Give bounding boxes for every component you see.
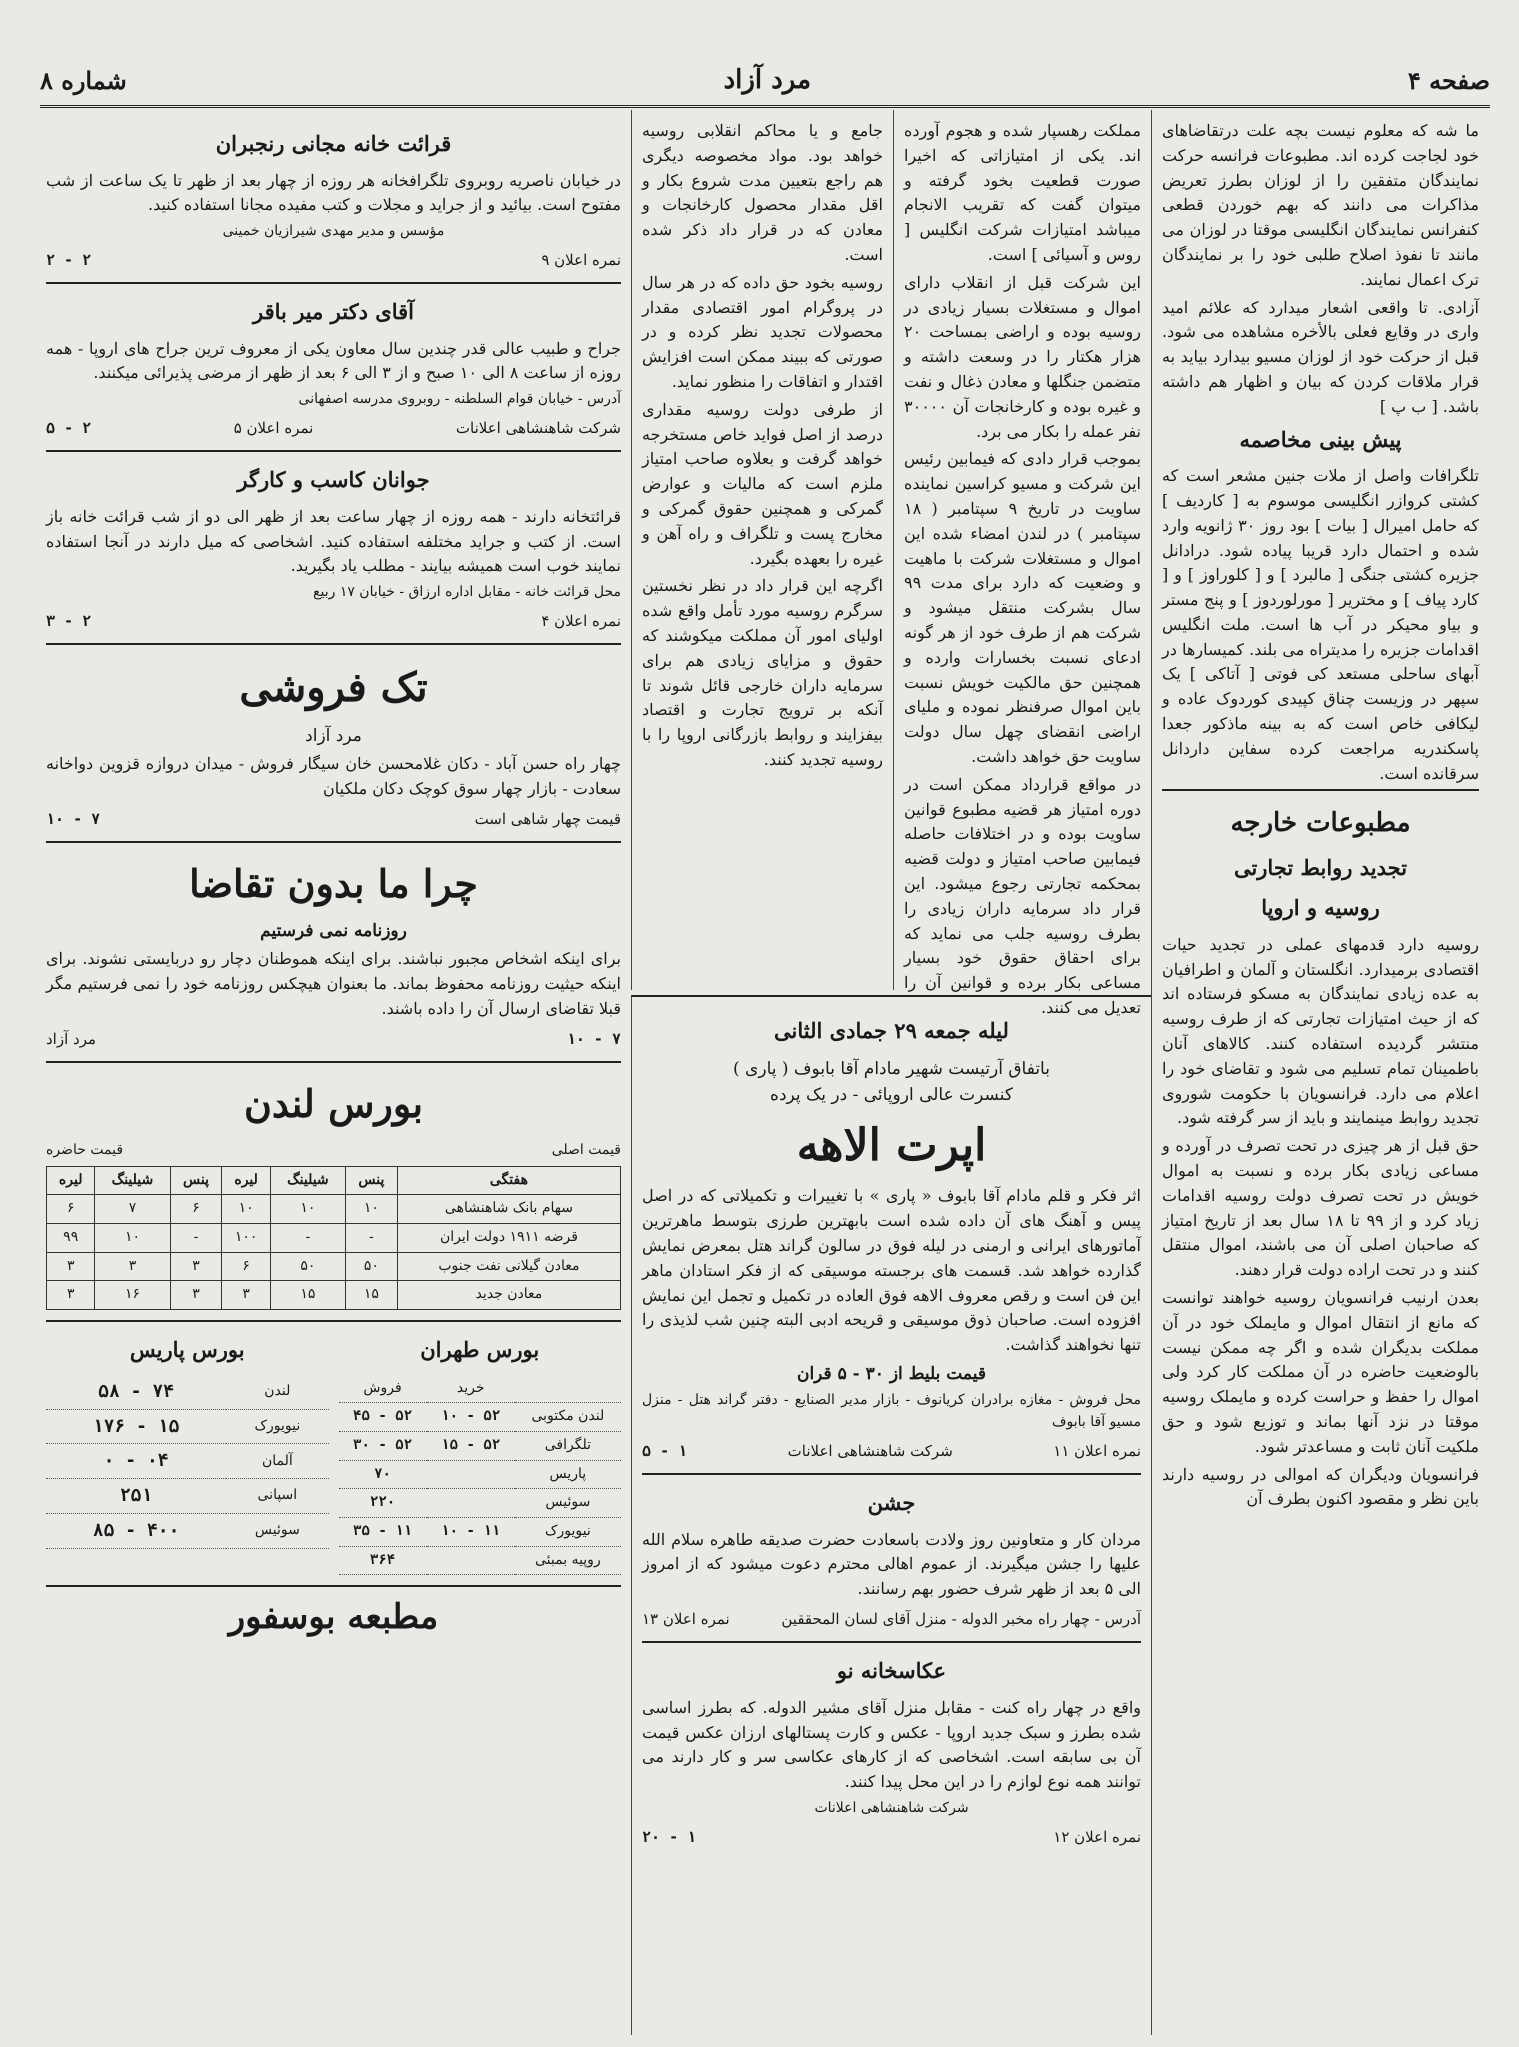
- doctor-address: آدرس - خیابان قوام السلطنه - روبروی مدرسه اصفهانی: [298, 391, 621, 408]
- table-cell: ۷۰: [339, 1460, 427, 1489]
- concession-paragraph-4: در مواقع قرارداد ممکن است در دوره امتیاز هر قضیه مطبوع قوانین ساویت بوده و در اختلافات حاصله فیمابین صاحب امتیاز و دولت قضیه بمحکمه تجارتی رجوع میشود. این قرار داد سرمایه داران زیادی را بطرف روسیه جلب می نماید که برای احقاق حقوق خود بسیار مساعی بکار برده و قوانین آن را تعدیل می کنند.: [904, 774, 1141, 1017]
- concert-date: لیله جمعه ۲۹ جمادی الثانی: [774, 1018, 1009, 1043]
- table-cell: نیویورک: [515, 1518, 621, 1547]
- reading-room-code: ۲ - ۲: [46, 250, 92, 269]
- table-row: [339, 1518, 622, 1547]
- photo-studio-ad: [642, 1643, 1141, 1859]
- table-cell: ۵۲ - ۱۰: [427, 1403, 515, 1432]
- table-row: [46, 1375, 329, 1409]
- table-cell: قرضه ۱۹۱۱ دولت ایران: [397, 1224, 620, 1253]
- table-cell: [427, 1489, 515, 1518]
- table-cell: معادن جدید: [397, 1281, 620, 1310]
- table-cell: ۵۲ - ۴۵: [339, 1403, 427, 1432]
- single-sale-title: تک فروشی: [239, 664, 428, 712]
- table-cell: ۱۱ - ۳۵: [339, 1518, 427, 1547]
- doctor-ad-number: نمره اعلان ۵: [233, 418, 314, 437]
- why-title: چرا ما بدون تقاضا: [189, 861, 478, 907]
- youth-title: جوانان کاسب و کارگر: [237, 467, 430, 493]
- why-code: ۷ - ۱۰: [566, 1029, 621, 1048]
- concert-company: شرکت شاهنشاهی اعلانات: [787, 1441, 953, 1460]
- concert-type: کنسرت عالی اروپائی - در یک پرده: [770, 1084, 1013, 1105]
- youth-code: ۲ - ۳: [46, 611, 92, 630]
- column-1: [1151, 110, 1489, 2035]
- table-cell: ۰۴ - ۰: [46, 1444, 226, 1479]
- ticket-price: قیمت بلیط از ۳۰ - ۵ قران: [796, 1364, 987, 1384]
- table-cell: ۱۰: [222, 1195, 270, 1224]
- column-2: [893, 110, 1151, 1017]
- russia-paragraph-4: فرانسویان ودیگران که اموالی در روسیه دارند باین نظر و مقصود اکنون بطرف آن: [1162, 1464, 1479, 1509]
- single-sale-code: ۷ - ۱۰: [46, 809, 101, 828]
- doctor-body: جراح و طبیب عالی قدر چندین سال معاون یکی از معروف ترین جراح های اروپا - همه روزه از ساعت ۸ الی ۱۰ صبح و از ۳ الی ۶ بعد از ظهر از مرضی پذیرائی میکنند.: [46, 338, 621, 383]
- table-cell: ۱۰: [345, 1195, 397, 1224]
- column-4-ads: [36, 110, 631, 2035]
- table-cell: ۳: [170, 1281, 222, 1310]
- table-row: [339, 1403, 622, 1432]
- tehran-bourse-table: [339, 1375, 622, 1576]
- photo-studio-ad-number: نمره اعلان ۱۲: [1053, 1827, 1141, 1846]
- table-cell: تلگرافی: [515, 1432, 621, 1461]
- youth-body: قرائتخانه دارند - همه روزه از چهار ساعت بعد از ظهر الی دو از شب قرائت خانه باز است. از کتب و جراید مختلفه استفاده کنید. اشخاصی که میل دارند در آنجا استفاده نمایند خوب است همیشه بیایند - مطلب یاد بگیرید.: [46, 506, 621, 576]
- printer-name: مطبعه بوسفور: [228, 1597, 439, 1638]
- table-row: [46, 1514, 329, 1549]
- reading-room-sign: مؤسس و مدیر مهدی شیرازیان خمینی: [222, 223, 445, 240]
- buy-label: خرید: [427, 1375, 515, 1403]
- foreign-press-heading: مطبوعات خارجه: [1230, 808, 1411, 839]
- table-cell: ۱۰: [95, 1224, 170, 1253]
- table-cell: ۲۲۰: [339, 1489, 427, 1518]
- middle-ads-block: [631, 995, 1151, 2035]
- table-cell: ۶: [47, 1195, 95, 1224]
- table-cell: ۳: [47, 1252, 95, 1281]
- russia-paragraph-3: بعدن ارنیب فرانسویان روسیه خواهند توانست که مانع از انتقال اموال و مایملک خود در آن مملکت بدیگران شده و اگر چه ممکن نیست بالوضعیت حاضره در آن مملکت کار کرد ولی اموال را حفظ و حراست کرده و مایملک روسیه موقتا در نزد آنها بماند و توزیع شود و حق ملکیت آنان ثابت و مساعدتر شود.: [1162, 1288, 1479, 1456]
- table-row: [339, 1546, 622, 1575]
- celebration-ad-number: نمره اعلان ۱۳: [642, 1609, 730, 1628]
- russia-paragraph-2: حق قبل از هر چیزی در تحت تصرف در آورده و مساعی زیادی بکار برده و نسبت به اموال خویش در تحت تصرف دولت روسیه اقدامات زیاد کرد و از ۹۹ تا ۱۸ سال بعد از تاریخ امتیاز که صاحبان اصلی آن می باشند، اموال منتقل کنند و در تحت اراده دولت قرار دهند.: [1162, 1136, 1479, 1280]
- concession-paragraph-1: مملکت رهسپار شده و هجوم آورده اند. یکی از امتیازاتی که اخیرا صورت قطعیت بخود گرفته و میتوان گفت که تقریب الانجام میباشد امتیازات شرکت انگلیس [ روس و آسیائی ] است.: [904, 121, 1141, 264]
- doctor-title: آقای دکتر میر باقر: [253, 299, 414, 325]
- doctor-code: ۲ - ۵: [46, 418, 92, 437]
- youth-address: محل قرائت خانه - مقابل اداره ارزاق - خیابان ۱۷ ربیع: [313, 584, 621, 601]
- masthead: [40, 55, 1490, 108]
- table-cell: -: [170, 1224, 222, 1253]
- exchange-rates: [46, 1322, 621, 1587]
- table-cell: سهام بانک شاهنشاهی: [397, 1195, 620, 1224]
- table-row: [46, 1479, 329, 1514]
- table-cell: ۳۶۴: [339, 1546, 427, 1575]
- sale-locations: محل فروش - مغازه برادران کریانوف - بازار مدیر الصنایع - دفتر گراند هتل - منزل مسیو آقا بابوف: [642, 1392, 1141, 1431]
- table-header: شیلینگ: [95, 1166, 170, 1195]
- doctor-company: شرکت شاهنشاهی اعلانات: [455, 418, 621, 437]
- table-cell: ۵۲ - ۳۰: [339, 1432, 427, 1461]
- table-cell: لندن: [226, 1375, 328, 1409]
- table-header: هفتگی: [397, 1166, 620, 1195]
- table-cell: ۱۰: [270, 1195, 345, 1224]
- table-cell: ۵۲ - ۱۵: [427, 1432, 515, 1461]
- why-sub: روزنامه نمی فرستیم: [260, 921, 407, 942]
- single-sale-price: قیمت چهار شاهی است: [474, 809, 621, 828]
- war-forecast-heading: پیش بینی مخاصمه: [1239, 426, 1402, 452]
- tehran-bourse-title: بورس طهران: [420, 1337, 540, 1363]
- intro-paragraph-1: ما شه که معلوم نیست بچه علت درتقاضاهای خود لجاجت کرده اند. مطبوعات فرانسه حرکت نمایندگان متفقین را از لوزان بطرز تعریض مذاکرات می دانند که بهم خوردن قطعی کنفرانس نمایندگان انگلیسی موقتا در لوزان می مانند تا نفوذ اصلاح طلبی خود را بر نمایندگان ترک اعمال نمایند.: [1162, 121, 1479, 289]
- contract-paragraph-3: از طرفی دولت روسیه مقداری درصد از اصل فواید خاص مستخرجه خواهد گرفت و بعلاوه صاحب امتیاز ملزم است که مالیات و عوارض گمرکی و همچنین حقوق گمرکی و مخارج پست و تلگراف و راه آهن و غیره را بعهده بگیرد.: [642, 399, 883, 568]
- table-cell: نیویورک: [226, 1409, 328, 1444]
- concession-paragraph-2: این شرکت قبل از انقلاب دارای اموال و مستغلات بسیار زیادی در روسیه بوده و اراضی بمساحت ۲۰ هزار هکتار را در وسعت داشته و متضمن جنگلها و معادن ذغال و نفت و غیره بوده و کارخانجات آن ۳۰۰۰۰ نفر عمله را بکار می برد.: [904, 272, 1141, 441]
- youth-ad-number: نمره اعلان ۴: [541, 611, 621, 630]
- reading-room-ad: [46, 116, 621, 284]
- london-bourse-title: بورس لندن: [243, 1081, 424, 1127]
- table-row: [47, 1224, 621, 1253]
- table-cell: ۳: [170, 1252, 222, 1281]
- table-cell: ۴۰۰ - ۸۵: [46, 1514, 226, 1549]
- table-cell: ۲۵۱: [46, 1479, 226, 1514]
- reading-room-ad-number: نمره اعلان ۹: [541, 250, 621, 269]
- operetta-title: اپرت الاهه: [796, 1120, 987, 1172]
- table-cell: [427, 1460, 515, 1489]
- sell-label: فروش: [339, 1375, 427, 1403]
- table-cell: ۳: [95, 1252, 170, 1281]
- table-cell: لندن مکتوبی: [515, 1403, 621, 1432]
- table-cell: ۹۹: [47, 1224, 95, 1253]
- table-cell: ۳: [47, 1281, 95, 1310]
- table-cell: اسپانی: [226, 1479, 328, 1514]
- trade-relations-heading: تجدید روابط تجارتی: [1233, 854, 1408, 880]
- celebration-ad: [642, 1475, 1141, 1643]
- concert-ad-number: نمره اعلان ۱۱: [1053, 1441, 1141, 1460]
- table-cell: ۵۰: [345, 1252, 397, 1281]
- war-forecast-body: تلگرافات واصل از ملات جنین مشعر است که کشتی کروازر انگلیسی موسوم به [ کاردیف ] که حامل امیرال [ بیات ] بود روز ۳۰ ژانویه وارد شده و احتمال دارد قریبا پیاده شود. درادانل جزیره کشتی جنگی [ مالبرد ] و [ کلوراوز ] و [ کارد پیاف ] و مختریر [ مورلوردوز ] و پنج مستر و بیاو محیکر در آب ها است. ملت انگلیس اقدامات جزیره را مدیتراه می بلند. کمیسارها در آبهای ساحلی مستعد کی فوتی [ آتاکی ] یک سپهر در وزیست چناق کپیدی کوردوک عاده و لیکافی خاص است که به بینه ماذکور جعدا پاسکندریه مراجعت کرده سفاین داردانل سرقانده است.: [1162, 466, 1479, 783]
- concert-ad: [642, 1003, 1141, 1475]
- newspaper-title: مرد آزاد: [723, 65, 812, 95]
- table-cell: پاریس: [515, 1460, 621, 1489]
- photo-studio-code: ۱ - ۲۰: [642, 1827, 697, 1846]
- celebration-body: مردان کار و متعاونین روز ولادت باسعادت حضرت صدیقه طاهره سلام الله علیها را جشن میگیرند. از عموم اهالی محترم دعوت میشود که از امروز الی ۵ بعد از ظهر شرف حضور بهم رسانند.: [642, 1529, 1141, 1599]
- table-cell: ۱۶: [95, 1281, 170, 1310]
- table-cell: ۶: [170, 1195, 222, 1224]
- table-cell: ۱۰۰: [222, 1224, 270, 1253]
- doctor-ad: [46, 284, 621, 452]
- photo-studio-company: شرکت شاهنشاهی اعلانات: [814, 1799, 969, 1816]
- table-cell: ۱۱ - ۱۰: [427, 1518, 515, 1547]
- current-price-label: قیمت حاضره: [46, 1141, 124, 1158]
- single-sale-sub: مرد آزاد: [305, 726, 362, 747]
- page-label: صفحه ۴: [1407, 65, 1490, 95]
- intro-paragraph-2: آزادی. تا واقعی اشعار میدارد که علائم امید واری در وقایع فعلی بالأخره مشاهده می شود. قبل از حرکت خود از لوزان مسیو بیدارد بیاید به قرار ملاقات کردن که بیان و اظهار هم داشته باشد. [ ب پ ]: [1162, 297, 1479, 416]
- table-row: [47, 1195, 621, 1224]
- table-row: [47, 1252, 621, 1281]
- table-cell: سوئیس: [515, 1489, 621, 1518]
- table-row: [339, 1375, 622, 1403]
- table-cell: ۳: [222, 1281, 270, 1310]
- tehran-bourse: [339, 1330, 622, 1575]
- photo-studio-title: عکاسخانه نو: [836, 1658, 947, 1684]
- single-sale-ad: [46, 645, 621, 843]
- table-header: پنس: [170, 1166, 222, 1195]
- table-row: [339, 1432, 622, 1461]
- concert-host: باتفاق آرتیست شهیر مادام آقا بابوف ( پاری ): [733, 1058, 1050, 1079]
- table-header: لیره: [47, 1166, 95, 1195]
- table-row: [339, 1489, 622, 1518]
- table-row: [46, 1409, 329, 1444]
- table-cell: -: [345, 1224, 397, 1253]
- photo-studio-body: واقع در چهار راه کنت - مقابل منزل آقای مشیر الدوله. که بطرز اساسی شده بطرز و سبک جدید اروپا - عکس و کارت پستالهای ارزان عکس قیمت آن بی سابقه است. اشخاصی که از کارهای عکاسی سر و کار دارند می توانند همه نوع لوازم را در این محل پیدا کنند.: [642, 1697, 1141, 1792]
- table-cell: ۱۵: [270, 1281, 345, 1310]
- table-cell: ۱۵: [345, 1281, 397, 1310]
- why-sign: مرد آزاد: [46, 1029, 97, 1048]
- table-cell: ۶: [222, 1252, 270, 1281]
- table-cell: روپیه بمبئی: [515, 1546, 621, 1575]
- contract-paragraph-1: جامع و یا محاکم انقلابی روسیه خواهد بود. مواد مخصوصه دیگری هم راجع بتعیین مدت شروع بکار و اقل مقدار محصول کارخانجات و معادن که در قرار داد ذکر شده است.: [642, 121, 883, 264]
- contract-paragraph-4: اگرچه این قرار داد در نظر نخستین سرگرم روسیه مورد تأمل واقع شده اولیای امور آن مملکت میکوشند که حقوق و مزایای زیادی هم برای سرمایه داران خارجی قائل شوند تا آنکه بر ترویج تجارت و اقتصاد بیفزایند و روابط بازرگانی اروپا را با روسیه تجدید کنند.: [642, 576, 883, 769]
- concert-code: ۱ - ۵: [642, 1441, 688, 1460]
- why-body: برای اینکه اشخاص مجبور نباشند. برای اینکه هموطنان دچار رو دربایستی نشوند. برای اینکه حیثیت روزنامه محفوظ بماند. ما بعنوان هیچکس روزنامه خود را نمی فرستیم مگر قبلا تقاضای ارسال آن را داده باشند.: [46, 949, 621, 1019]
- column-3: [631, 110, 893, 990]
- table-cell: ۷: [95, 1195, 170, 1224]
- youth-ad: [46, 452, 621, 645]
- paris-bourse-table: [46, 1375, 329, 1549]
- reading-room-body: در خیابان ناصریه روبروی تلگرافخانه هر روزه از چهار بعد از ظهر تا یک ساعت از شب مفتوح است. بیائید و از جراید و مجلات و کتب مفیده مجانا استفاده کنید.: [46, 170, 621, 215]
- why-no-request-ad: [46, 843, 621, 1063]
- table-cell: معادن گیلانی نفت جنوب: [397, 1252, 620, 1281]
- single-sale-body: چهار راه حسن آباد - دکان غلامحسن خان سیگار فروش - میدان دروازه قزوین دواخانه سعادت - بازار چهار سوق کوچک دکان ملکیان: [46, 754, 621, 799]
- contract-paragraph-2: روسیه بخود حق داده که در هر سال در پروگرام امور اقتصادی مقدار محصولات تجدید نظر کرده و در صورتی که ببیند ممکن است افزایش اقتدار و اتفاقات را منظور نماید.: [642, 272, 883, 391]
- concert-body: اثر فکر و قلم مادام آقا بابوف « پاری » با تغییرات و تکمیلاتی که در اصل پیس و آهنگ های آن داده شده است بابهترین طرزی بتوسط ماهرترین آماتورهای ایرانی و ارمنی در لیله فوق در سالون گراند هتل بمعرض نمایش گذارده خواهد شد. قسمت های برجسته موسیقی که از فکر استادان ماهر این فن است و رقص معروف الاهه فوق العاده در تکمیل و تجمل این نمایش افزوده است. صاحبان ذوق موسیقی و قریحه ادبی البته چنین شب لذیذی را تنها نخواهند گذاشت.: [642, 1186, 1141, 1355]
- paris-bourse: [46, 1330, 329, 1575]
- table-cell: [427, 1546, 515, 1575]
- table-row: [46, 1444, 329, 1479]
- table-header: شیلینگ: [270, 1166, 345, 1195]
- celebration-address: آدرس - چهار راه مخبر الدوله - منزل آقای لسان المحققین: [781, 1609, 1141, 1628]
- table-header: پنس: [345, 1166, 397, 1195]
- table-row: [47, 1281, 621, 1310]
- paris-bourse-title: بورس پاریس: [129, 1337, 245, 1363]
- london-bourse-table: [46, 1166, 621, 1310]
- russia-paragraph-1: روسیه دارد قدمهای عملی در تجدید حیات اقتصادی برمیدارد. انگلستان و آلمان و اطرافیان به عده زیادی نمایندگان به مسکو فرستاده اند که از حیث امتیازات تجارتی که از طرف روسیه منتشر گردیده استفاده کنند. کالاهای آنان باطمینان تمام تسلیم می شود و تقاضای خود را اعلام می دارد. فرانسویان با حکومت شوروی تجدید روابط مینمایند و باید از سر گرفته شود.: [1162, 934, 1479, 1128]
- table-cell: -: [270, 1224, 345, 1253]
- russia-europe-heading: روسیه و اروپا: [1261, 895, 1380, 921]
- table-cell: سوئیس: [226, 1514, 328, 1549]
- table-cell: ۵۰: [270, 1252, 345, 1281]
- table-cell: ۷۴ - ۵۸: [46, 1375, 226, 1409]
- original-price-label: قیمت اصلی: [551, 1141, 621, 1158]
- foreign-press-section: [1162, 789, 1479, 1525]
- celebration-title: جشن: [867, 1489, 916, 1515]
- table-cell: آلمان: [226, 1444, 328, 1479]
- london-bourse: [46, 1063, 621, 1322]
- issue-number: شماره ۸: [40, 65, 127, 95]
- table-row: [339, 1460, 622, 1489]
- table-header: لیره: [222, 1166, 270, 1195]
- reading-room-title: قرائت خانه مجانی رنجبران: [215, 131, 452, 156]
- table-cell: ۱۵ - ۱۷۶: [46, 1409, 226, 1444]
- concession-paragraph-3: بموجب قرار دادی که فیمابین رئیس این شرکت و مسیو کراسین نماینده ساویت در تاریخ ۹ سپتامبر ( ۱۸ سپتامبر ) در لندن امضاء شده این اموال و مستغلات شرکت با ماهیت و وضعیت که دارد برای مدت ۹۹ سال بشرکت منتقل میشود و شرکت هم از طرف خود از هر گونه ادعای نسبت بخسارات وارده و همچنین حق مالکیت خویش نسبت باین اموال صرفنظر نموده و ملیای اراضی انقضای چهل سال دولت ساویت حق خواهد داشت.: [904, 449, 1141, 766]
